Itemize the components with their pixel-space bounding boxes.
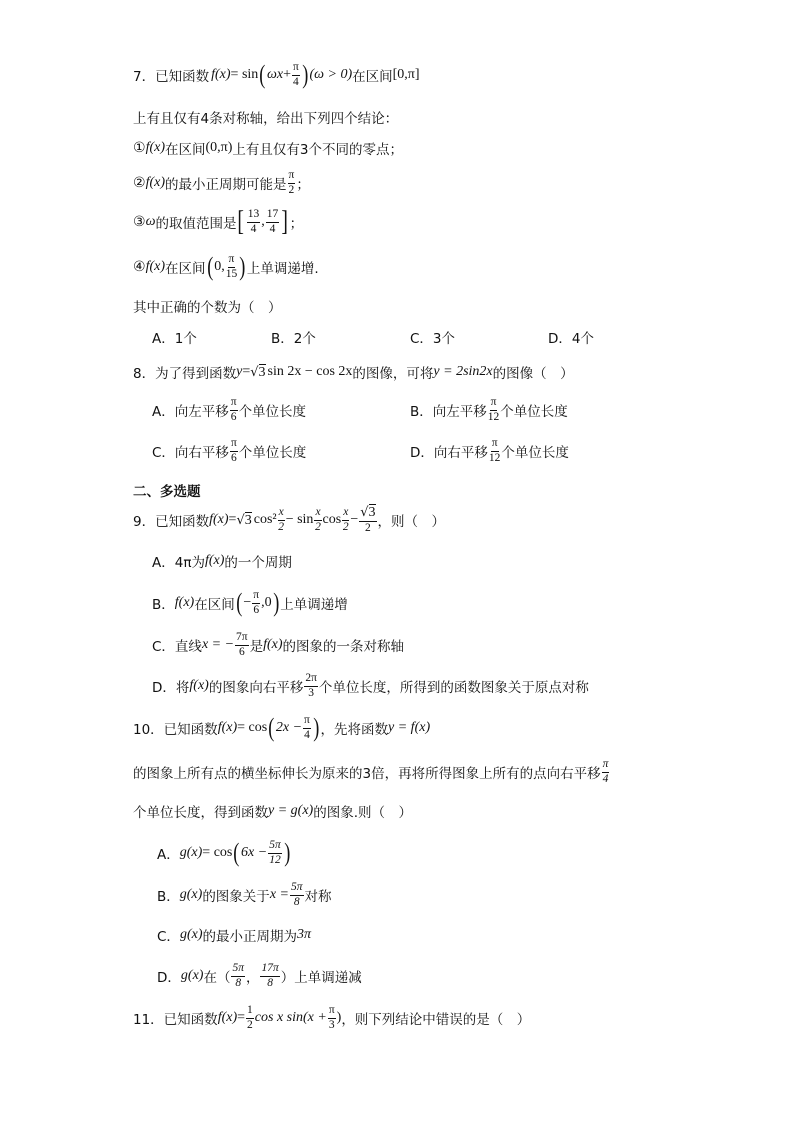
q10-line3: 个单位长度，得到函数 y = g(x) 的图象.则（ ） [133, 803, 412, 821]
q7-interval: [0,π] [392, 67, 420, 82]
q9-option-a: A．4π为 f(x) 的一个周期 [152, 553, 292, 571]
q8-option-b: B．向左平移 $\frac{\pi}{12}$ 个单位长度 [410, 396, 568, 423]
q7-conclusion-4: ④ f(x) 在区间 ( 0, $\frac{\pi}{15}$ ) 上单调递增. [133, 252, 319, 281]
q7-omega: ωx [266, 67, 284, 82]
q10-option-b: B． g(x) 的图象关于 x = $\frac{5\pi}{8}$ 对称 [157, 881, 332, 908]
q7-pi-over-4: $\frac{\pi}{4}$ [292, 61, 299, 88]
q9-option-c: C．直线 x = − $\frac{7\pi}{6}$ 是 f(x) 的图象的一条对称轴 [152, 631, 405, 658]
q10-stem: 10．已知函数 f(x) = cos ( 2x − $\frac{\pi}{4}$ ) ，先将函数 y = f(x) [133, 713, 431, 742]
q7-f: f(x) [211, 67, 231, 82]
q7-conclusion-2: ② f(x) 的最小正周期可能是 $\frac{\pi}{2}$ ； [133, 169, 310, 196]
section-heading-multi: 二、多选题 [133, 484, 201, 500]
q10-option-a: A． g(x) = cos ( 6x − $\frac{5\pi}{12}$ ) [157, 838, 291, 867]
q8-option-c: C．向右平移 $\frac{\pi}{6}$ 个单位长度 [152, 437, 307, 464]
q7-eq: = sin [230, 67, 259, 82]
q7-conclusion-3: ③ ω 的取值范围是 [ $\frac{13}{4}$ , $\frac{17}{4}$ ] ； [133, 206, 304, 237]
q8-option-d: D．向右平移 $\frac{\pi}{12}$ 个单位长度 [410, 437, 569, 464]
q7-lparen: ( [259, 60, 266, 89]
q10-option-c: C． g(x) 的最小正周期为 3π [157, 927, 311, 945]
q7-option-b: B．2个 [271, 331, 316, 347]
q7-option-a: A．1个 [152, 331, 197, 347]
q7-prefix: 7．已知函数 [133, 69, 210, 85]
q7-conclusion-1: ① f(x) 在区间 (0,π) 上有且仅有3个不同的零点； [133, 140, 404, 158]
q7-ask: 其中正确的个数为（ ） [133, 300, 282, 316]
q9-stem: 9．已知函数 f(x) = √ 3 cos² $\frac{x}{2}$ − sin $\frac{x}{2}$ cos $\frac{x}{2}$ − $\frac{√3}{2}$ ，则（ ） [133, 505, 446, 534]
q11-stem: 11．已知函数 f(x) = $\frac{1}{2}$ cos x sin(x + $\frac{\pi}{3}$ ) ，则下列结论中错误的是（ ） [133, 1004, 531, 1031]
q10-line2: 的图象上所有点的横坐标伸长为原来的3倍，再将所得图象上所有的点向右平移 $\frac{\pi}{4}$ [133, 758, 609, 785]
q7-option-d: D．4个 [548, 331, 594, 347]
q10-option-d: D． g(x) 在（ $\frac{5\pi}{8}$ ， $\frac{17\pi}{8}$ ）上单调递减 [157, 962, 362, 989]
q8-stem: 8．为了得到函数 y = √ 3 sin 2x − cos 2x 的图像，可将 y = 2sin2x 的图像（ ） [133, 364, 574, 382]
q8-option-a: A．向左平移 $\frac{\pi}{6}$ 个单位长度 [152, 396, 307, 423]
q9-option-b: B． f(x) 在区间 ( − $\frac{\pi}{6}$ ,0 ) 上单调递增 [152, 588, 348, 617]
q7-line2: 上有且仅有4条对称轴，给出下列四个结论： [133, 111, 399, 127]
q7-option-c: C．3个 [410, 331, 456, 347]
q9-option-d: D．将 f(x) 的图象向右平移 $\frac{2\pi}{3}$ 个单位长度，所得到的函数图象关于原点对称 [152, 672, 589, 699]
q7-cond: (ω > 0) [309, 67, 353, 82]
q7-stem: 7．已知函数 f(x) = sin ( ωx + $\frac{\pi}{4}$ ) (ω > 0) 在区间 [0,π] [133, 60, 420, 89]
q7-rparen: ) [302, 60, 309, 89]
